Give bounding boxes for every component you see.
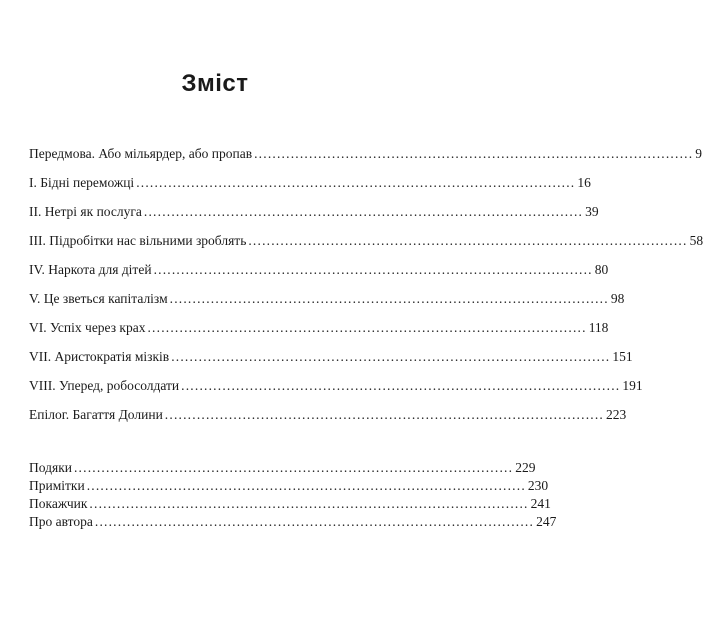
page-title: Зміст <box>181 70 249 97</box>
dot-leader: ................................................................................................ <box>254 146 694 161</box>
toc-entry-chapter-7 <box>29 349 633 365</box>
toc-entry-label: VI. Успіх через крах <box>29 320 146 335</box>
toc-entry-chapter-2 <box>29 204 599 220</box>
dot-leader: ................................................................................................ <box>86 478 526 493</box>
toc-entry-chapter-4 <box>29 262 609 278</box>
toc-entry-page: 241 <box>530 496 551 511</box>
toc-entry-label: Епілог. Багаття Долини <box>29 407 163 422</box>
toc-entry-page: 58 <box>689 233 703 248</box>
toc-entry-index <box>29 496 551 512</box>
toc-entry-page: 151 <box>612 349 633 364</box>
toc-entry-label: Примітки <box>29 478 85 493</box>
toc-entry-notes <box>29 478 549 494</box>
toc-entry-chapter-8 <box>29 378 643 394</box>
dot-leader: ................................................................................................ <box>147 320 587 335</box>
dot-leader: ................................................................................................ <box>169 291 609 306</box>
toc-entry-chapter-1 <box>29 175 591 191</box>
dot-leader: ................................................................................................ <box>248 233 688 248</box>
toc-entry-label: IV. Наркота для дітей <box>29 262 152 277</box>
dot-leader: ................................................................................................ <box>181 378 621 393</box>
toc-entry-chapter-6 <box>29 320 609 336</box>
dot-leader: ................................................................................................ <box>143 204 584 219</box>
dot-leader: ................................................................................................ <box>164 407 604 422</box>
toc-entry-page: 9 <box>695 146 703 161</box>
toc-entry-page: 39 <box>585 204 599 219</box>
toc-entry-page: 80 <box>594 262 609 277</box>
toc-entry-label: Покажчик <box>29 496 88 511</box>
dot-leader: ................................................................................................ <box>89 496 529 511</box>
dot-leader: ................................................................................................ <box>136 175 576 190</box>
dot-leader: ................................................................................................ <box>153 262 593 277</box>
toc-entry-chapter-5 <box>29 291 625 307</box>
dot-leader: ................................................................................................ <box>73 460 514 475</box>
dot-leader: ................................................................................................ <box>94 514 535 529</box>
toc-entry-epilogue <box>29 407 627 423</box>
toc-entry-page: 223 <box>606 407 627 422</box>
toc-entry-page: 118 <box>588 320 609 335</box>
toc-entry-label: II. Нетрі як послуга <box>29 204 142 219</box>
toc-entry-label: III. Підробітки нас вільними зроблять <box>29 233 247 248</box>
toc-entry-about-author <box>29 514 557 530</box>
toc-entry-preface <box>29 146 703 162</box>
toc-entry-page: 230 <box>527 478 549 493</box>
toc-entry-page: 98 <box>610 291 625 306</box>
toc-entry-page: 191 <box>622 378 643 393</box>
toc-entry-label: I. Бідні переможці <box>29 175 135 190</box>
toc-entry-label: Подяки <box>29 460 72 475</box>
toc-entry-acknowledgements <box>29 460 536 476</box>
toc-entry-label: Передмова. Або мільярдер, або пропав <box>29 146 253 161</box>
toc-entry-label: VII. Аристократія мізків <box>29 349 170 364</box>
toc-entry-label: Про автора <box>29 514 93 529</box>
toc-entry-label: VIII. Уперед, робосолдати <box>29 378 180 393</box>
toc-entry-page: 229 <box>515 460 536 475</box>
dot-leader: ................................................................................................ <box>171 349 611 364</box>
toc-entry-page: 247 <box>536 514 557 529</box>
toc-entry-label: V. Це зветься капіталізм <box>29 291 168 306</box>
toc-entry-page: 16 <box>577 175 591 190</box>
toc-entry-chapter-3 <box>29 233 703 249</box>
